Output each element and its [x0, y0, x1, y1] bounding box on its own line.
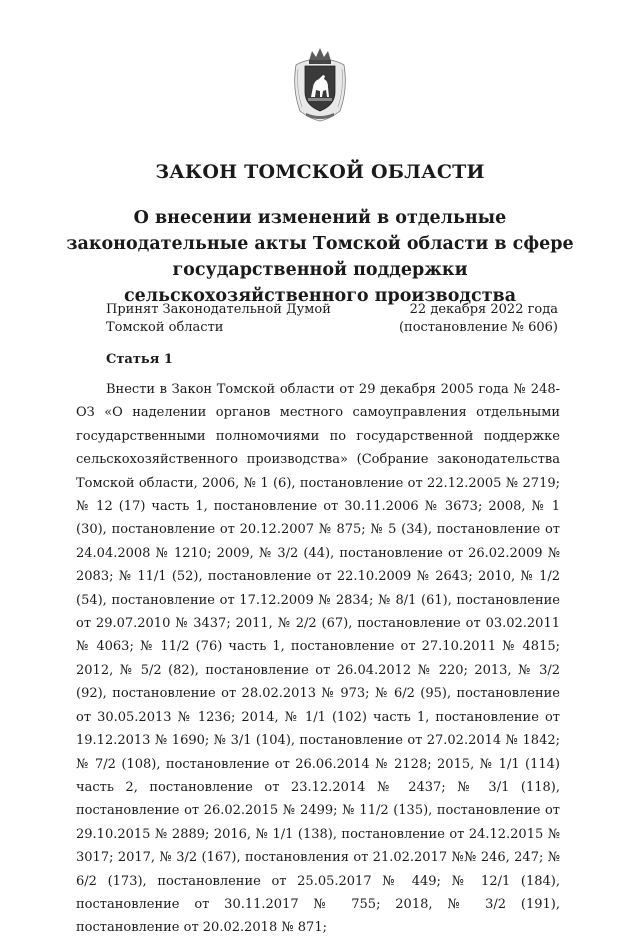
tomsk-region-coat-of-arms-icon: [290, 45, 350, 123]
adopted-by-line1: Принят Законодательной Думой: [106, 302, 331, 317]
document-title: О внесении изменений в отдельные законодательные акты Томской области в сфере государственной поддержки сельскохозяйственного производства: [66, 208, 574, 306]
adopted-by-block: [106, 301, 331, 337]
adoption-date: 22 декабря 2022 года: [409, 302, 558, 317]
resolution-number: (постановление № 606): [398, 320, 558, 335]
adopted-by-line2: Томской области: [106, 320, 224, 335]
adoption-date-block: [399, 301, 558, 337]
document-type-heading: ЗАКОН ТОМСКОЙ ОБЛАСТИ: [155, 161, 485, 183]
article-heading: Статья 1: [106, 352, 173, 367]
article-paragraph: Внести в Закон Томской области от 29 декабря 2005 года № 248-ОЗ «О наделении органов местного самоуправления отдельными государственными полномочиями по государственной поддержке сельскохозяйственного производства» (Собрание законодательства Томской области, 2006, № 1 (6), постановление от 22.12.2005 № 2719; № 12 (17) часть 1, постановление от 30.11.2006 № 3673; 2008, № 1 (30), постановление от 20.12.2007 № 875; № 5 (34), постановление от 24.04.2008 № 1210; 2009, № 3/2 (44), постановление от 26.02.2009 № 2083; № 11/1 (52), постановление от 22.10.2009 № 2643; 2010, № 1/2 (54), постановление от 17.12.2009 № 2834; № 8/1 (61), постановление от 29.07.2010 № 3437; 2011, № 2/2 (67), постановление от 03.02.2011 № 4063; № 11/2 (76) часть 1, постановление от 27.10.2011 № 4815; 2012, № 5/2 (82), постановление от 26.04.2012 № 220; 2013, № 3/2 (92), постановление от 28.02.2013 № 973; № 6/2 (95), постановление от 30.05.2013 № 1236; 2014, № 1/1 (102) часть 1, постановление от 19.12.2013 № 1690; № 3/1 (104), постановление от 27.02.2014 № 1842; № 7/2 (108), постановление от 26.06.2014 № 2128; 2015, № 1/1 (114) часть 2, постановление от 23.12.2014 № 2437; № 3/1 (118), постановление от 26.02.2015 № 2499; № 11/2 (135), постановление от 29.10.2015 № 2889; 2016, № 1/1 (138), постановление от 24.12.2015 № 3017; 2017, № 3/2 (167), постановления от 21.02.2017 №№ 246, 247; № 6/2 (173), постановление от 25.05.2017 № 449; № 12/1 (184), постановление от 30.11.2017 № 755; 2018, № 3/2 (191), постановление от 20.02.2018 № 871;: [76, 382, 560, 936]
